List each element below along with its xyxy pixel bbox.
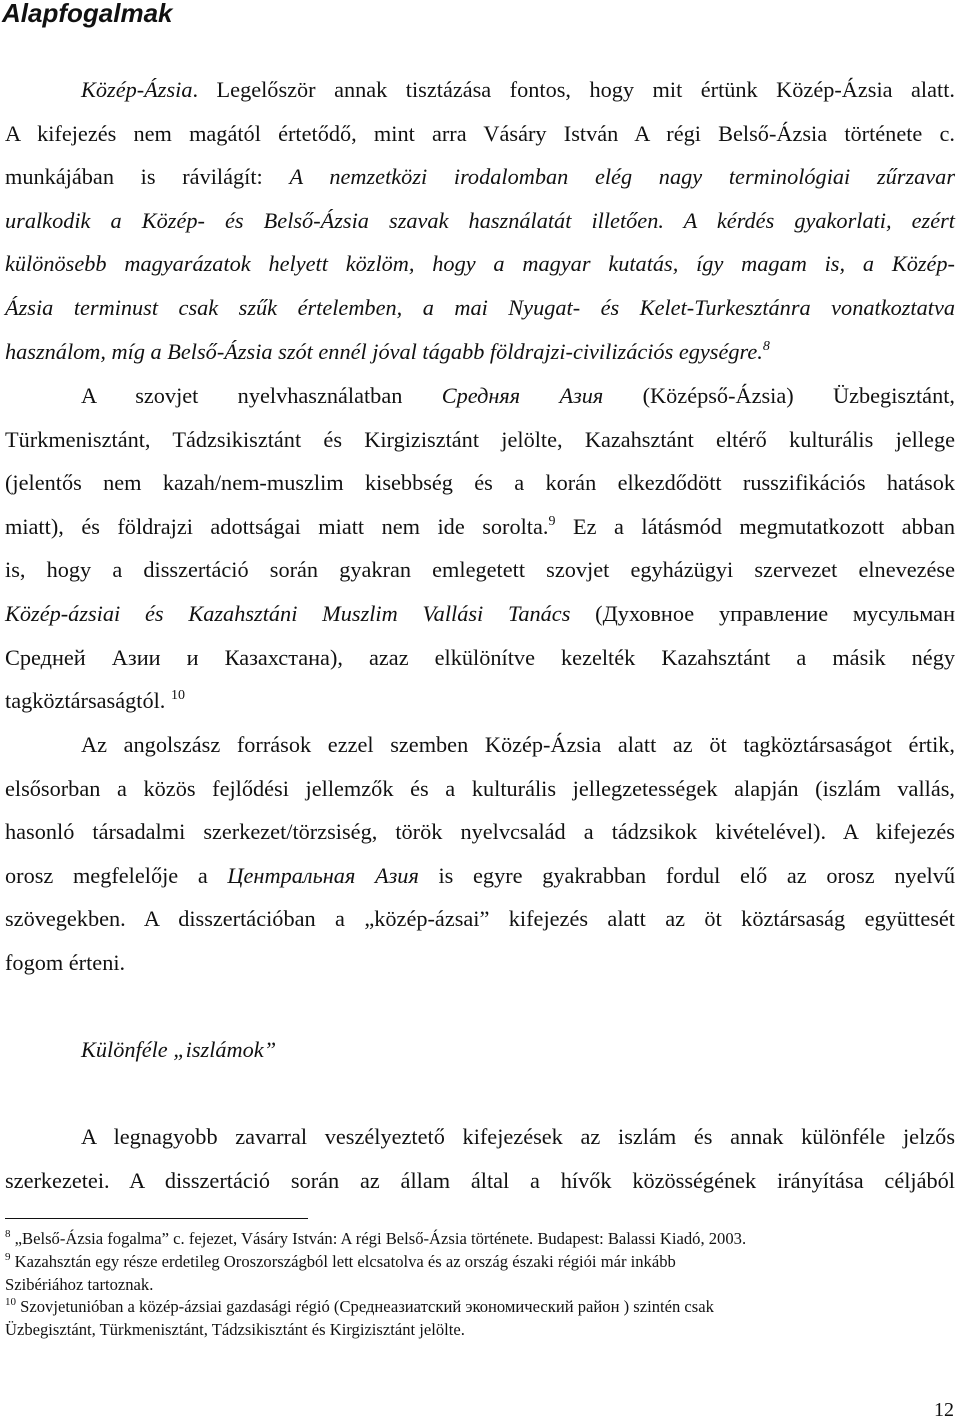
- text-line: szerkezetei. A disszertáció során az állam által a hívők közösségének irányítása céljából: [5, 1167, 955, 1193]
- paragraph-islam-terms: [5, 1115, 955, 1202]
- text-line: hasonló társadalmi szerkezet/törzsiség, török nyelvcsalád a tádzsikok kivételével). A kifejezés: [5, 819, 955, 845]
- footnote-line: $^{10}$ Szovjetunióban a közép-ázsiai gazdasági régió (Среднеазиатский экономический район ) szintén csak: [5, 1296, 714, 1317]
- subsection-heading: Különféle „iszlámok”: [81, 1037, 277, 1062]
- text-line: Közép-ázsiai és Kazahsztáni Muszlim Vallási Tanács (Духовное управление мусульман: [5, 600, 956, 626]
- footnote-line: $^9$ Kazahsztán egy része erdetileg Oroszországból lett elcsatolva és az ország északi régiói már inkább: [5, 1250, 676, 1271]
- footnote-ref: 9: [548, 513, 556, 529]
- footnote-divider: [5, 1218, 308, 1219]
- text-line: különösebb magyarázatok helyett közlöm, hogy a magyar kutatás, így magam is, a Közép-: [5, 251, 955, 277]
- footnote-ref: 8: [762, 338, 770, 354]
- paragraph-anglo-saxon-usage: [5, 723, 955, 985]
- footnote-line: Szibériához tartoznak.: [5, 1274, 154, 1294]
- footnote-line: Üzbegisztánt, Türkmenisztánt, Tádzsikisztánt és Kirgizisztánt jelölte.: [5, 1320, 465, 1340]
- footnote-number: 10: [5, 1296, 16, 1309]
- text-line: tagköztársaságtól. $^{10}$: [5, 688, 185, 714]
- footnote-number: 9: [5, 1250, 11, 1263]
- footnotes: [5, 1228, 955, 1342]
- footnote-line: $^8$ „Belső-Ázsia fogalma” c. fejezet, Vásáry István: A régi Belső-Ázsia története. Budapest: Balassi Kiadó, 2003.: [5, 1228, 747, 1248]
- paragraph-central-asia-definition: [5, 68, 955, 373]
- text-line: Türkmenisztánt, Tádzsikisztánt és Kirgizisztánt jelölte, Kazahsztánt eltérő kulturális jellege: [5, 426, 955, 452]
- text-line: fogom érteni.: [5, 949, 126, 975]
- page-number: 12: [934, 1399, 954, 1421]
- text-line: A legnagyobb zavarral veszélyeztető kifejezések az iszlám és annak különféle jelzős: [81, 1124, 955, 1149]
- text-line: munkájában is rávilágít: A nemzetközi irodalomban elég nagy terminológiai zűrzavar: [5, 164, 955, 190]
- footnote-9: [5, 1251, 955, 1297]
- text-line: miatt), és földrajzi adottságai miatt nem ide sorolta.$^9$ Ez a látásmód megmutatkozott abban: [5, 513, 955, 539]
- text-line: orosz megfelelője a Центральная Азия is egyre gyakrabban fordul elő az orosz nyelvű: [5, 862, 956, 888]
- text-line: A kifejezés nem magától értetődő, mint arra Vásáry István A régi Belső-Ázsia története c.: [5, 120, 955, 146]
- text-line: A szovjet nyelvhasználatban Средняя Азия (Középső-Ázsia) Üzbegisztánt,: [81, 383, 955, 408]
- text-line: Az angolszász források ezzel szemben Közép-Ázsia alatt az öt tagköztársaságot értik,: [81, 732, 955, 757]
- text-line: uralkodik a Közép- és Belső-Ázsia szavak használatát illetően. A kérdés gyakorlati, ezért: [5, 207, 955, 233]
- text-line: Средней Азии и Казахстана), azaz elkülönítve kezelték Kazahsztánt a másik négy: [5, 644, 955, 670]
- text-line: szövegekben. A disszertációban a „közép-ázsai” kifejezés alatt az öt köztársaság együttesét: [5, 906, 955, 932]
- text-line: is, hogy a disszertáció során gyakran emlegetett szovjet egyházügyi szervezet elnevezése: [5, 557, 955, 583]
- footnote-number: 8: [5, 1228, 11, 1240]
- text-line: (jelentős nem kazah/nem-muszlim kisebbség és a korán elkezdődött russzifikációs hatások: [5, 470, 955, 496]
- section-heading: Alapfogalmak: [2, 0, 173, 28]
- paragraph-soviet-usage: [5, 374, 955, 723]
- text-line: elsősorban a közös fejlődési jellemzők és a kulturális jellegzetességek alapján (iszlám vallás,: [5, 775, 955, 801]
- text-line: Ázsia terminust csak szűk értelemben, a mai Nyugat- és Kelet-Turkesztánra vonatkoztatva: [5, 294, 955, 320]
- footnote-10: [5, 1296, 955, 1342]
- footnote-8: [5, 1228, 955, 1251]
- text-line: használom, míg a Belső-Ázsia szót ennél jóval tágabb földrajzi-civilizációs egységre.$^8$: [5, 338, 770, 364]
- footnote-ref: 10: [170, 688, 185, 704]
- text-line: Közép-Ázsia. Legelőször annak tisztázása fontos, hogy mit értünk Közép-Ázsia alatt.: [81, 77, 955, 102]
